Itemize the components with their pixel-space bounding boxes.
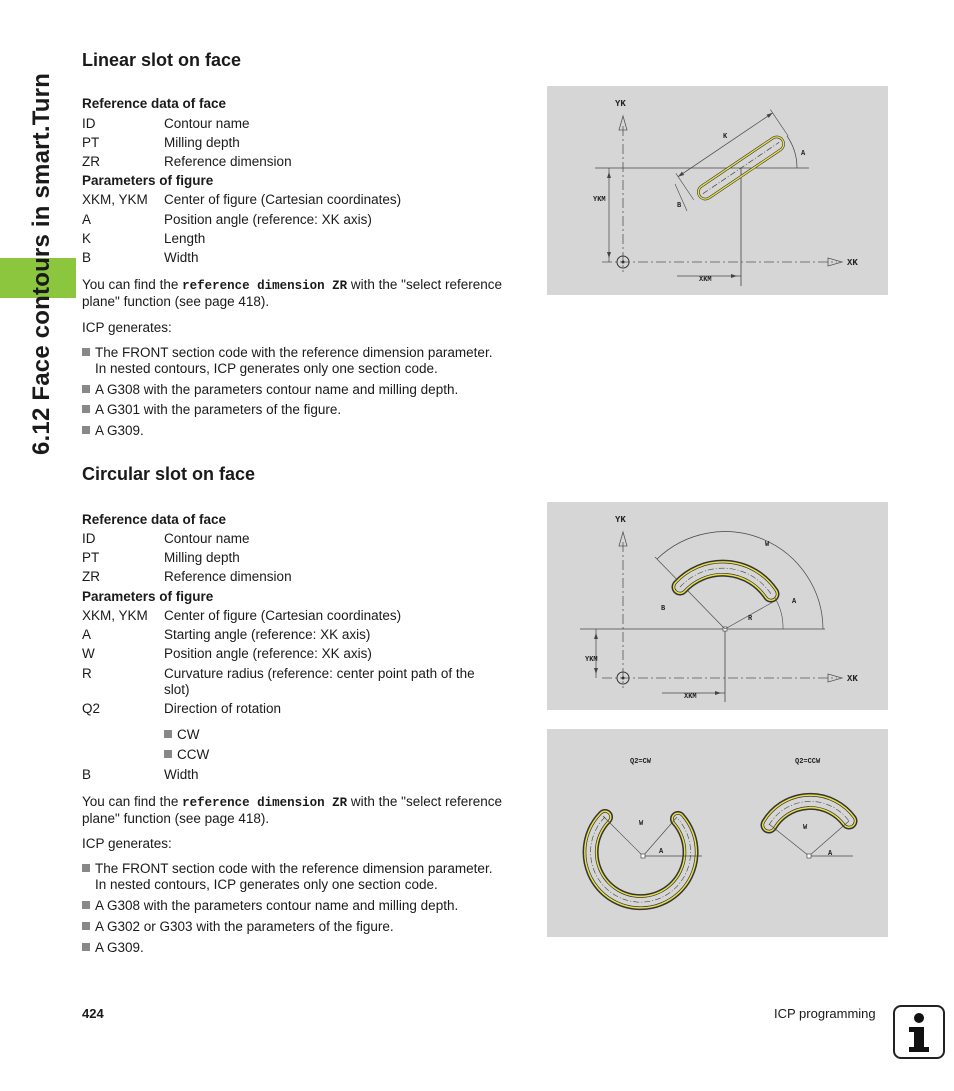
section-title-circular-slot: Circular slot on face xyxy=(82,464,256,484)
list-item: A G309. xyxy=(82,423,527,439)
a-label: A xyxy=(801,150,806,158)
w-label: W xyxy=(765,541,770,549)
icp-generates-label: ICP generates: xyxy=(82,836,172,851)
ykm-label: YKM xyxy=(593,196,606,204)
info-icon xyxy=(893,1005,945,1059)
ykm-label: YKM xyxy=(585,656,598,664)
list-item: A G301 with the parameters of the figure. xyxy=(82,402,527,418)
yk-axis-label: YK xyxy=(615,515,626,525)
page-number: 424 xyxy=(82,1006,104,1021)
reference-data-heading: Reference data of face xyxy=(82,512,227,527)
list-item: A G308 with the parameters contour name and milling depth. xyxy=(82,898,527,914)
list-item: A G308 with the parameters contour name and milling depth. xyxy=(82,382,527,398)
xk-axis-label: XK xyxy=(847,674,858,684)
ccw-w-label: W xyxy=(803,824,808,832)
section-title-linear-slot: Linear slot on face xyxy=(82,50,242,70)
list-item: The FRONT section code with the reference dimension parameter. In nested contours, ICP generates only one section code. xyxy=(82,345,527,377)
r-label: R xyxy=(748,615,753,623)
k-label: K xyxy=(723,133,728,141)
list-item: The FRONT section code with the reference dimension parameter. In nested contours, ICP generates only one section code. xyxy=(82,861,527,893)
q2-cw-label: Q2=CW xyxy=(630,758,652,766)
list-item: A G309. xyxy=(82,940,527,956)
b-label: B xyxy=(661,605,666,613)
circular-slot-figure xyxy=(547,502,888,710)
footer-label: ICP programming xyxy=(774,1006,876,1021)
a-label: A xyxy=(792,598,797,606)
reference-data-heading: Reference data of face xyxy=(82,96,227,111)
chapter-title: 6.12 Face contours in smart.Turn xyxy=(28,72,55,455)
list-item: A G302 or G303 with the parameters of the figure. xyxy=(82,919,527,935)
rotation-direction-figure xyxy=(547,729,888,937)
q2-ccw-label: Q2=CCW xyxy=(795,758,821,766)
cw-a-label: A xyxy=(659,848,664,856)
reference-note: You can find the reference dimension ZR with the "select reference plane" function (see page 418). xyxy=(82,277,502,309)
icp-generates-label: ICP generates: xyxy=(82,320,172,335)
yk-axis-label: YK xyxy=(615,99,626,109)
q2-option-cw: CW xyxy=(164,727,200,742)
xkm-label: XKM xyxy=(699,276,712,284)
b-label: B xyxy=(677,202,682,210)
xk-axis-label: XK xyxy=(847,258,858,268)
linear-slot-figure xyxy=(547,86,888,295)
parameters-heading: Parameters of figure xyxy=(82,589,214,604)
reference-note: You can find the reference dimension ZR with the "select reference plane" function (see page 418). xyxy=(82,794,502,826)
xkm-label: XKM xyxy=(684,693,697,701)
parameters-heading: Parameters of figure xyxy=(82,173,214,188)
cw-w-label: W xyxy=(639,820,644,828)
q2-option-ccw: CCW xyxy=(164,747,209,762)
ccw-a-label: A xyxy=(828,850,833,858)
